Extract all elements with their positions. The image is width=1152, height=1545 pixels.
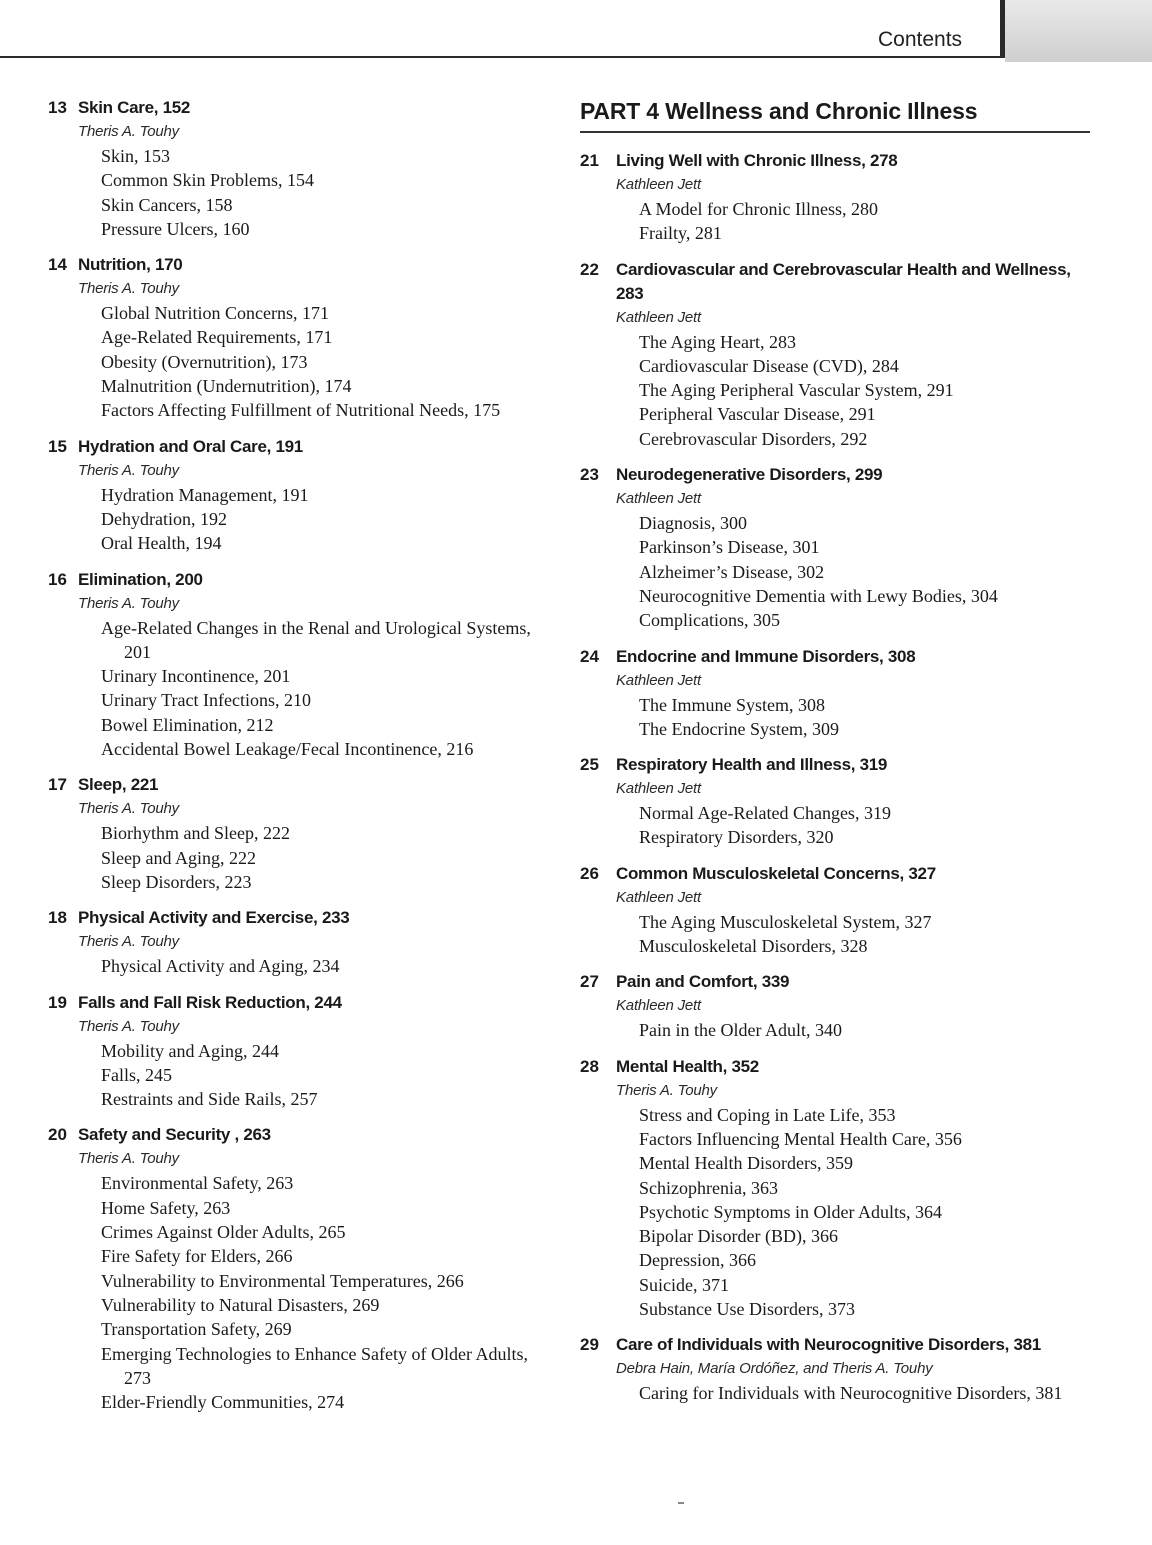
chapter-number: 18 (48, 908, 67, 928)
topic-entry[interactable]: Environmental Safety, 263 (101, 1173, 294, 1194)
topic-entry[interactable]: Schizophrenia, 363 (639, 1177, 778, 1198)
chapter-title[interactable]: Endocrine and Immune Disorders, 308 (616, 646, 916, 666)
chapter-body (78, 435, 552, 556)
topic-entry[interactable]: The Aging Musculoskeletal System, 327 (639, 911, 932, 932)
topic-entry[interactable]: Cerebrovascular Disorders, 292 (639, 428, 868, 449)
chapter-title[interactable]: Safety and Security , 263 (78, 1125, 271, 1145)
topic-list (101, 821, 552, 894)
chapter-author: Theris A. Touhy (78, 280, 179, 298)
chapter-title[interactable]: Pain and Comfort, 339 (616, 972, 790, 992)
chapter-number: 19 (48, 992, 67, 1012)
chapter-author: Theris A. Touhy (616, 1081, 717, 1099)
chapter-number: 23 (580, 465, 599, 485)
topic-entry[interactable]: Emerging Technologies to Enhance Safety of Older Adults, 273 (101, 1343, 528, 1388)
chapter-title[interactable]: Neurodegenerative Disorders, 299 (616, 465, 883, 485)
chapter-title[interactable]: Physical Activity and Exercise, 233 (78, 908, 350, 928)
chapter-number: 27 (580, 972, 599, 992)
chapter-entry (580, 645, 1090, 742)
topic-entry[interactable]: Skin Cancers, 158 (101, 194, 233, 215)
chapter-body (78, 906, 552, 978)
topic-entry[interactable]: Malnutrition (Undernutrition), 174 (101, 376, 352, 397)
chapter-number: 13 (48, 98, 67, 117)
topic-entry[interactable]: Fire Safety for Elders, 266 (101, 1246, 293, 1267)
chapter-body (616, 862, 1090, 959)
topic-entry[interactable]: Cardiovascular Disease (CVD), 284 (639, 355, 899, 376)
chapter-body (78, 1123, 552, 1414)
chapter-author: Theris A. Touhy (78, 1017, 179, 1035)
topic-entry[interactable]: Urinary Tract Infections, 210 (101, 690, 311, 711)
topic-entry[interactable]: Pressure Ulcers, 160 (101, 218, 250, 239)
chapter-title[interactable]: Cardiovascular and Cerebrovascular Health and Wellness, 283 (616, 259, 1071, 303)
chapter-body (78, 773, 552, 894)
topic-list (639, 1103, 1090, 1322)
topic-entry[interactable]: Stress and Coping in Late Life, 353 (639, 1104, 896, 1125)
topic-entry[interactable]: Bipolar Disorder (BD), 366 (639, 1226, 838, 1247)
topic-entry[interactable]: Vulnerability to Natural Disasters, 269 (101, 1294, 380, 1315)
chapter-body (78, 96, 552, 241)
topic-entry[interactable]: Factors Affecting Fulfillment of Nutritional Needs, 175 (101, 400, 501, 421)
topic-list (639, 801, 1090, 850)
chapter-title[interactable]: Skin Care, 152 (78, 98, 191, 117)
topic-entry[interactable]: Restraints and Side Rails, 257 (101, 1089, 318, 1110)
chapter-number: 28 (580, 1056, 599, 1076)
topic-entry[interactable]: Neurocognitive Dementia with Lewy Bodies, 304 (639, 585, 998, 606)
topic-entry[interactable]: Normal Age-Related Changes, 319 (639, 803, 891, 824)
chapter-author: Kathleen Jett (616, 490, 701, 508)
topic-list (101, 1039, 552, 1112)
topic-entry[interactable]: Sleep and Aging, 222 (101, 847, 256, 868)
header-rule (0, 56, 1000, 58)
chapter-entry (42, 253, 552, 422)
chapter-number: 24 (580, 646, 599, 666)
chapter-author: Kathleen Jett (616, 780, 701, 798)
topic-list (101, 483, 552, 556)
topic-entry[interactable]: Crimes Against Older Adults, 265 (101, 1222, 346, 1243)
contents-column-left (42, 96, 552, 1426)
chapter-number: 20 (48, 1125, 67, 1145)
topic-entry[interactable]: Falls, 245 (101, 1064, 173, 1085)
chapter-number: 15 (48, 436, 67, 456)
topic-list (639, 511, 1090, 632)
chapter-entry (42, 991, 552, 1112)
topic-entry[interactable]: Obesity (Overnutrition), 173 (101, 351, 308, 372)
chapter-author: Kathleen Jett (616, 888, 701, 906)
chapter-number: 14 (48, 255, 67, 275)
chapter-body (616, 149, 1090, 246)
topic-list (639, 1018, 1090, 1042)
topic-entry[interactable]: The Endocrine System, 309 (639, 718, 839, 739)
running-header-title: Contents (878, 28, 963, 51)
chapter-entry (580, 753, 1090, 850)
topic-entry[interactable]: Mobility and Aging, 244 (101, 1040, 280, 1061)
chapter-entry (42, 96, 552, 241)
topic-list (639, 693, 1090, 742)
chapter-entry (580, 970, 1090, 1042)
topic-list (101, 301, 552, 422)
topic-entry[interactable]: Musculoskeletal Disorders, 328 (639, 936, 868, 957)
chapter-number: 17 (48, 775, 67, 795)
chapter-entry (42, 568, 552, 762)
chapter-entry (580, 258, 1090, 451)
topic-entry[interactable]: Sleep Disorders, 223 (101, 871, 252, 892)
chapter-body (616, 645, 1090, 742)
topic-entry[interactable]: Home Safety, 263 (101, 1197, 231, 1218)
topic-entry[interactable]: Parkinson’s Disease, 301 (639, 537, 820, 558)
chapter-title[interactable]: Hydration and Oral Care, 191 (78, 436, 303, 456)
topic-list (639, 1381, 1090, 1405)
topic-entry[interactable]: Psychotic Symptoms in Older Adults, 364 (639, 1201, 943, 1222)
chapter-number: 26 (580, 863, 599, 883)
chapter-body (616, 753, 1090, 850)
topic-entry[interactable]: Biorhythm and Sleep, 222 (101, 823, 290, 844)
chapter-author: Kathleen Jett (616, 671, 701, 689)
chapter-title[interactable]: Common Musculoskeletal Concerns, 327 (616, 863, 936, 883)
chapter-entry (580, 862, 1090, 959)
topic-list (639, 910, 1090, 959)
topic-entry[interactable]: Hydration Management, 191 (101, 484, 309, 505)
chapter-body (616, 258, 1090, 451)
chapter-author: Theris A. Touhy (78, 594, 179, 612)
chapter-title[interactable]: Respiratory Health and Illness, 319 (616, 755, 888, 775)
topic-entry[interactable]: A Model for Chronic Illness, 280 (639, 199, 878, 219)
corner-tab (1005, 0, 1152, 62)
topic-entry[interactable]: Age-Related Changes in the Renal and Urological Systems, 201 (101, 617, 531, 662)
chapter-author: Debra Hain, María Ordóñez, and Theris A. Touhy (616, 1360, 933, 1378)
contents-column-right (580, 96, 1090, 1418)
topic-entry[interactable]: Age-Related Requirements, 171 (101, 327, 333, 348)
topic-list (101, 616, 552, 762)
topic-entry[interactable]: Complications, 305 (639, 610, 780, 631)
topic-list (101, 954, 552, 978)
chapter-title[interactable]: Care of Individuals with Neurocognitive Disorders, 381 (616, 1335, 1041, 1355)
chapter-body (616, 463, 1090, 632)
chapter-author: Theris A. Touhy (78, 123, 179, 140)
topic-entry[interactable]: Accidental Bowel Leakage/Fecal Incontinence, 216 (101, 739, 474, 760)
chapter-body (78, 253, 552, 422)
chapter-title[interactable]: Elimination, 200 (78, 569, 203, 589)
chapter-body (78, 568, 552, 762)
chapter-entry (42, 773, 552, 894)
chapter-entry (42, 1123, 552, 1414)
topic-list (639, 330, 1090, 451)
chapter-author: Theris A. Touhy (78, 461, 179, 479)
topic-entry[interactable]: Global Nutrition Concerns, 171 (101, 303, 329, 324)
topic-entry[interactable]: Bowel Elimination, 212 (101, 714, 274, 735)
chapter-number: 22 (580, 259, 599, 279)
topic-list (101, 144, 552, 241)
chapter-entry (580, 149, 1090, 246)
topic-list (639, 197, 1090, 246)
chapter-title[interactable]: Sleep, 221 (78, 775, 159, 795)
topic-entry[interactable]: The Aging Peripheral Vascular System, 291 (639, 380, 954, 401)
topic-entry[interactable]: Caring for Individuals with Neurocognitive Disorders, 381 (639, 1383, 1063, 1404)
chapter-body (616, 970, 1090, 1042)
chapter-body (616, 1055, 1090, 1322)
chapter-author: Theris A. Touhy (78, 933, 179, 951)
chapter-entry (42, 906, 552, 978)
chapter-title[interactable]: Nutrition, 170 (78, 255, 183, 275)
topic-entry[interactable]: Physical Activity and Aging, 234 (101, 956, 340, 977)
chapter-title[interactable]: Falls and Fall Risk Reduction, 244 (78, 992, 342, 1012)
topic-entry[interactable]: Depression, 366 (639, 1250, 756, 1271)
topic-entry[interactable]: The Immune System, 308 (639, 694, 825, 715)
chapter-number: 16 (48, 569, 67, 589)
chapter-author: Kathleen Jett (616, 308, 701, 326)
topic-entry[interactable]: Respiratory Disorders, 320 (639, 827, 834, 848)
chapter-author: Kathleen Jett (616, 176, 701, 193)
chapter-body (78, 991, 552, 1112)
topic-entry[interactable]: Elder-Friendly Communities, 274 (101, 1392, 345, 1413)
topic-list (101, 1171, 552, 1414)
chapter-entry (42, 435, 552, 556)
chapter-title[interactable]: Mental Health, 352 (616, 1056, 759, 1076)
chapter-number: 29 (580, 1335, 599, 1355)
topic-entry[interactable]: Common Skin Problems, 154 (101, 170, 315, 191)
topic-entry[interactable]: The Aging Heart, 283 (639, 331, 796, 352)
chapter-author: Theris A. Touhy (78, 800, 179, 818)
topic-entry[interactable]: Diagnosis, 300 (639, 513, 747, 534)
part-heading: PART 4 Wellness and Chronic Illness (580, 98, 1090, 133)
topic-entry[interactable]: Urinary Incontinence, 201 (101, 666, 291, 687)
topic-entry[interactable]: Mental Health Disorders, 359 (639, 1153, 853, 1174)
topic-entry[interactable]: Suicide, 371 (639, 1274, 729, 1295)
chapter-author: Theris A. Touhy (78, 1150, 179, 1168)
topic-entry[interactable]: Peripheral Vascular Disease, 291 (639, 404, 876, 425)
chapter-entry (580, 463, 1090, 632)
topic-entry[interactable]: Dehydration, 192 (101, 508, 227, 529)
chapter-author: Kathleen Jett (616, 997, 701, 1015)
chapter-number: 21 (580, 151, 599, 170)
chapter-title[interactable]: Living Well with Chronic Illness, 278 (616, 151, 898, 170)
topic-entry[interactable]: Substance Use Disorders, 373 (639, 1299, 855, 1320)
topic-entry[interactable]: Oral Health, 194 (101, 533, 222, 554)
chapter-entry (580, 1333, 1090, 1405)
topic-entry[interactable]: Transportation Safety, 269 (101, 1319, 292, 1340)
topic-entry[interactable]: Alzheimer’s Disease, 302 (639, 561, 825, 582)
topic-entry[interactable]: Vulnerability to Environmental Temperatures, 266 (101, 1270, 464, 1291)
chapter-entry (580, 1055, 1090, 1322)
topic-entry[interactable]: Skin, 153 (101, 146, 171, 166)
topic-entry[interactable]: Factors Influencing Mental Health Care, 356 (639, 1128, 962, 1149)
topic-entry[interactable]: Pain in the Older Adult, 340 (639, 1020, 842, 1041)
topic-entry[interactable]: Frailty, 281 (639, 223, 722, 244)
chapter-number: 25 (580, 755, 599, 775)
footer-mark (678, 1502, 684, 1504)
chapter-body (616, 1333, 1090, 1405)
